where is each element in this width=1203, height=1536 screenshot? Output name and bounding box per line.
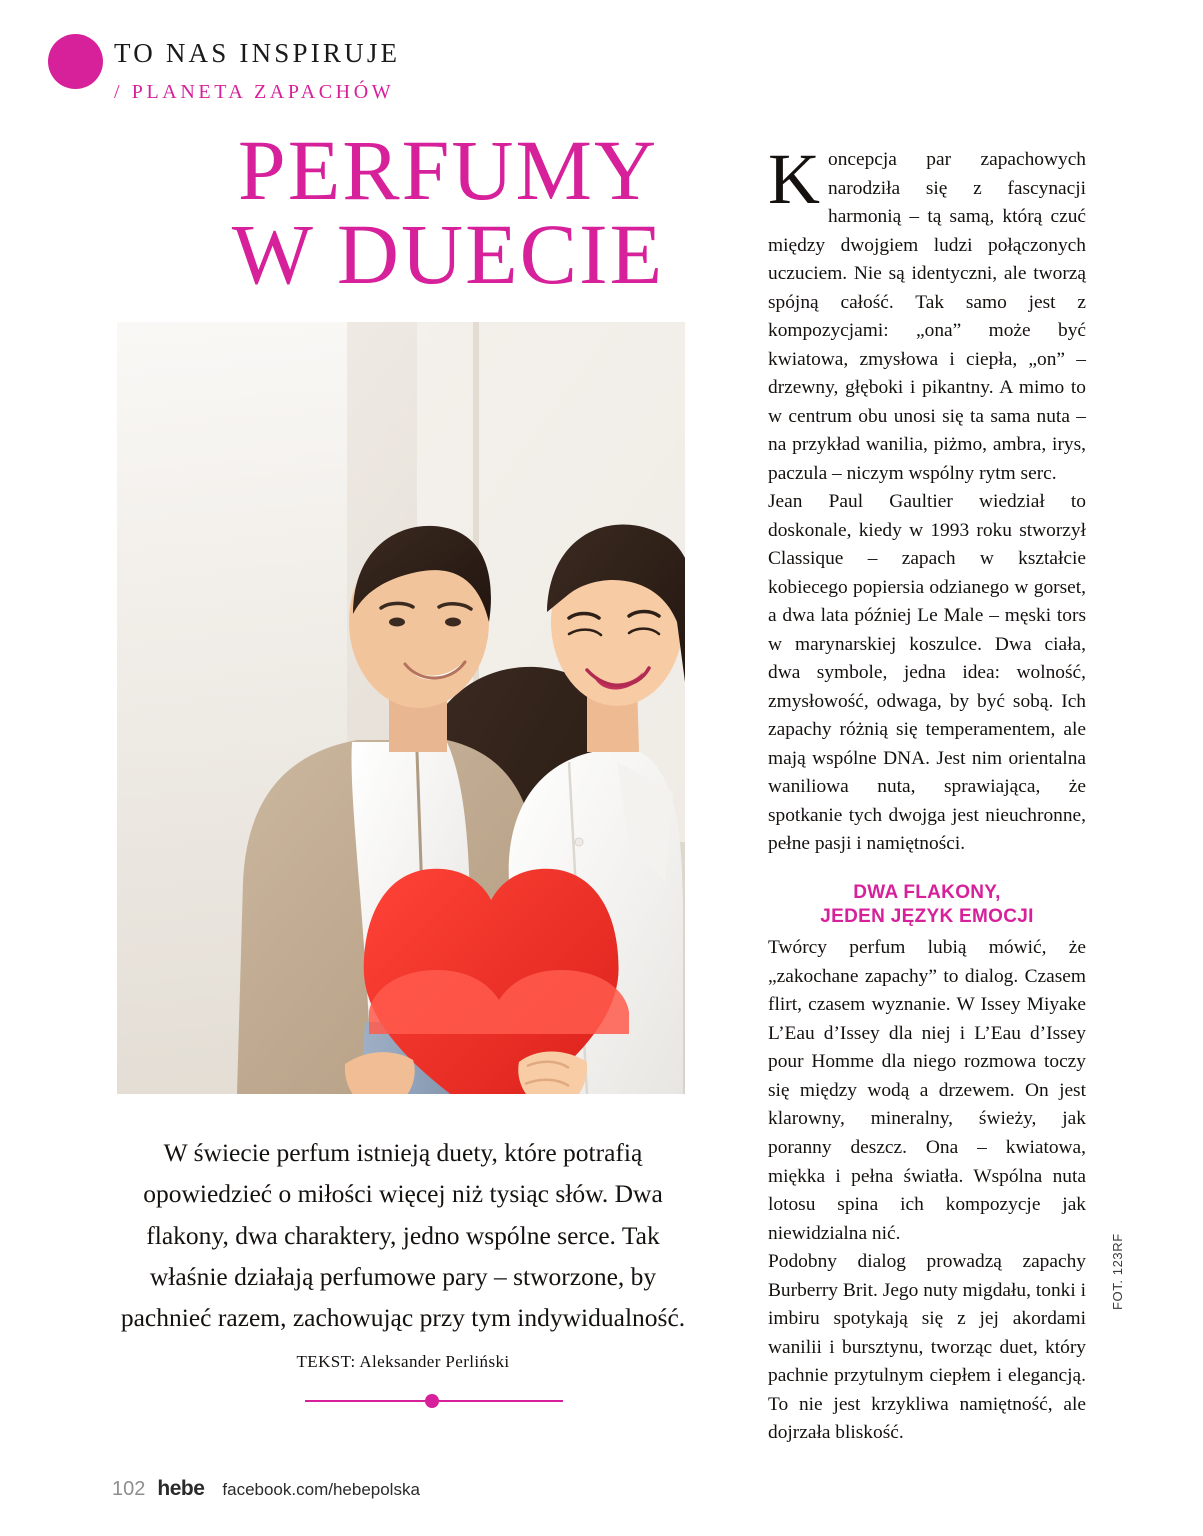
section-subkicker: / PLANETA ZAPACHÓW (114, 81, 395, 103)
article-subheading-line-1: DWA FLAKONY, (853, 881, 1001, 903)
page-title-line-1: PERFUMY (237, 122, 659, 218)
article-paragraph-4: Podobny dialog prowadzą zapachy Burberry Brit. Jego nuty migdału, tonki i imbiru spotykają się z jej akordami wanilii i bursztynu, tworząc duet, który pachnie przytulnym ciepłem i elegancją. To nie jest krzykliwa namiętność, ale dojrzała bliskość. (768, 1251, 1086, 1444)
article-paragraph-3: Twórcy perfum lubią mówić, że „zakochane zapachy” to dialog. Czasem flirt, czasem wyznanie. W Issey Miyake L’Eau d’Issey dla niej i L’Eau d’Issey pour Homme dla niego rozmowa toczy się między wodą a drzewem. On jest klarowny, mineralny, świeży, jak poranny deszcz. Ona – kwiatowa, miękka i pełna światła. Wspólna nuta lotosu spina ich kompozycje jak niewidzialna nić. (768, 937, 1086, 1244)
drop-cap: K (768, 139, 820, 219)
page-footer (112, 1477, 420, 1503)
article-body (768, 139, 1086, 1448)
social-handle: facebook.com/hebepolska (222, 1480, 420, 1499)
section-divider (305, 1394, 563, 1408)
article-subheading (768, 881, 1086, 929)
photo-credit: FOT. 123RF (1110, 1233, 1125, 1310)
section-kicker: TO NAS INSPIRUJE (114, 38, 401, 68)
divider-dot-icon (425, 1394, 439, 1408)
header-dot-icon (48, 34, 103, 89)
brand-logo: hebe (157, 1477, 205, 1500)
article-subheading-line-2: JEDEN JĘZYK EMOCJI (820, 905, 1034, 927)
article-paragraph-1 (768, 139, 1086, 488)
lead-paragraph (108, 1132, 698, 1380)
page-number: 102 (112, 1478, 146, 1500)
article-paragraph-1-text: oncepcja par zapachowych narodziła się z fascynacji harmonią – tą samą, którą czuć między dwojgiem ludzi połączonych uczuciem. Nie są identyczni, ale tworzą spójną całość. Tak samo jest z kompozycjami: „ona” może być kwiatowa, zmysłowa i ciepła, „on” – drzewny, głęboki i pikantny. A mimo to w centrum obu unosi się ta sama nuta – na przykład wanilia, piżmo, ambra, irys, paczula – niczym wspólny rytm serc. (768, 149, 1086, 484)
page-title-line-2: W DUECIE (231, 206, 665, 303)
photo-illustration (117, 322, 685, 1094)
page-title (118, 122, 778, 303)
byline: TEKST: Aleksander Perliński (296, 1352, 510, 1372)
article-photo (117, 322, 685, 1094)
article-paragraph-2: Jean Paul Gaultier wiedział to doskonale, kiedy w 1993 roku stworzył Classique – zapach w kształcie kobiecego popiersia odzianego w gorset, a dwa lata później Le Male – męski tors w marynarskiej koszulce. Dwa ciała, dwa symbole, jedna idea: wolność, zmysłowość, odwaga, by być sobą. Ich zapachy różnią się temperamentem, ale mają wspólne DNA. Jest nim orientalna waniliowa nuta, sprawiająca, że spotkanie tych dwojga jest nieuchronne, pełne pasji i namiętności. (768, 491, 1086, 855)
lead-text: W świecie perfum istnieją duety, które potrafią opowiedzieć o miłości więcej niż tysiąc słów. Dwa flakony, dwa charaktery, jedno wspólne serce. Tak właśnie działają perfumowe pary – stworzone, by pachnieć razem, zachowując przy tym indywidualność. (120, 1138, 686, 1333)
page-header (48, 26, 748, 116)
